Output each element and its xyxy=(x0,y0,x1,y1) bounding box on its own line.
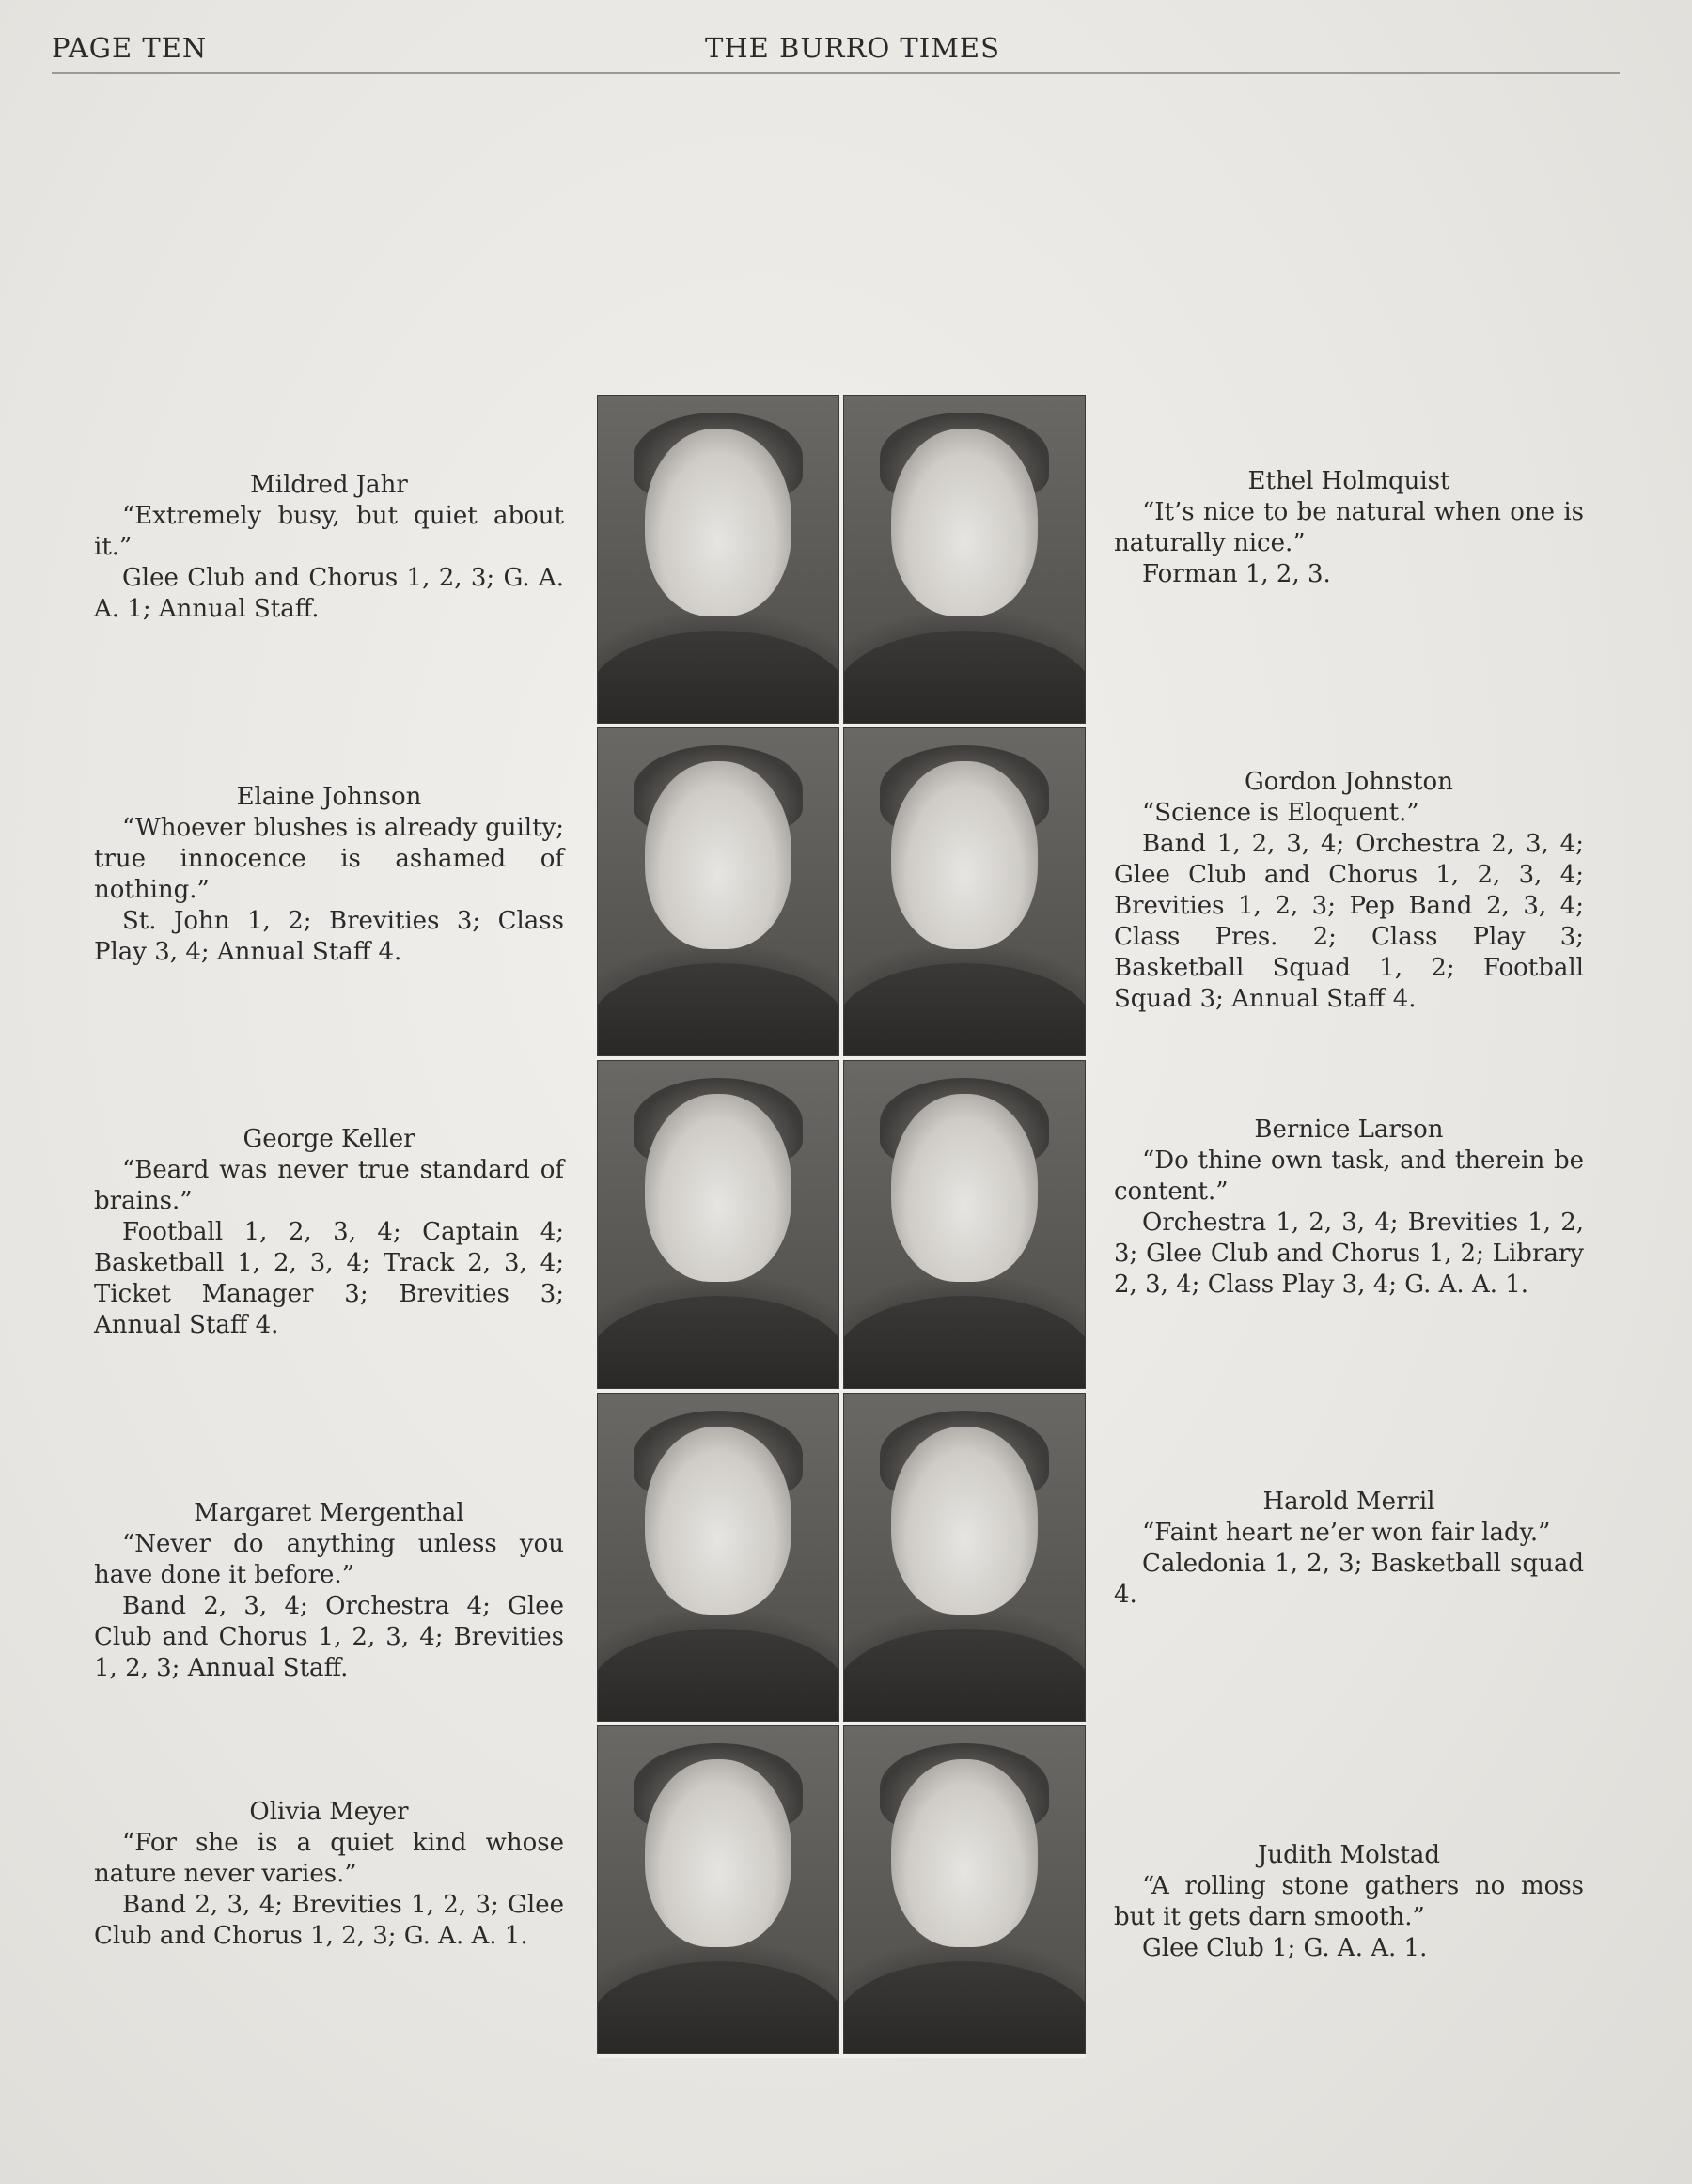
student-activities: Band 2, 3, 4; Brevities 1, 2, 3; Glee Club and Chorus 1, 2, 3; G. A. A. 1. xyxy=(94,1891,564,1950)
entry-harold-merril xyxy=(1114,1487,1584,1611)
entry-ethel-holmquist xyxy=(1114,466,1584,590)
photo-george-keller xyxy=(597,1060,839,1389)
student-activities: Band 1, 2, 3, 4; Orchestra 2, 3, 4; Glee Club and Chorus 1, 2, 3, 4; Brevities 1, 2, 3; Pep Band 2, 3, 4; Class Pres. 2; Class Play 3; Basketball Squad 1, 2; Football Squad 3; Annual Staff 4. xyxy=(1114,830,1584,1013)
student-name: George Keller xyxy=(243,1125,415,1153)
student-name: Judith Molstad xyxy=(1257,1841,1441,1869)
entry-olivia-meyer xyxy=(94,1797,564,1952)
student-quote: “Whoever blushes is already guilty; true innocence is ashamed of nothing.” xyxy=(94,814,564,904)
student-name: Harold Merril xyxy=(1262,1488,1435,1516)
student-activities: Caledonia 1, 2, 3; Basketball squad 4. xyxy=(1114,1550,1584,1609)
entry-mildred-jahr xyxy=(94,470,564,625)
student-activities: St. John 1, 2; Brevities 3; Class Play 3, 4; Annual Staff 4. xyxy=(94,907,564,966)
student-activities: Glee Club 1; G. A. A. 1. xyxy=(1142,1934,1428,1962)
photo-harold-merril xyxy=(843,1393,1086,1722)
photo-mildred-jahr xyxy=(597,395,839,724)
student-name: Olivia Meyer xyxy=(249,1798,409,1826)
student-quote: “A rolling stone gathers no moss but it gets darn smooth.” xyxy=(1114,1872,1584,1931)
student-activities: Orchestra 1, 2, 3, 4; Brevities 1, 2, 3; Glee Club and Chorus 1, 2; Library 2, 3, 4; Class Play 3, 4; G. A. A. 1. xyxy=(1114,1209,1584,1299)
photo-margaret-mergenthal xyxy=(597,1393,839,1722)
student-name: Mildred Jahr xyxy=(250,471,408,499)
student-activities: Glee Club and Chorus 1, 2, 3; G. A. A. 1; Annual Staff. xyxy=(94,564,564,623)
student-quote: “Do thine own task, and therein be content.” xyxy=(1114,1147,1584,1206)
photo-olivia-meyer xyxy=(597,1725,839,2054)
page-header xyxy=(52,28,1620,75)
newspaper-title: THE BURRO TIMES xyxy=(705,32,1000,64)
header-divider xyxy=(52,72,1620,74)
student-quote: “Faint heart ne’er won fair lady.” xyxy=(1142,1519,1551,1547)
student-name: Ethel Holmquist xyxy=(1247,467,1450,495)
student-quote: “It’s nice to be natural when one is naturally nice.” xyxy=(1114,498,1584,557)
photo-gordon-johnston xyxy=(843,727,1086,1056)
entry-gordon-johnston xyxy=(1114,767,1584,1015)
student-quote: “Never do anything unless you have done it before.” xyxy=(94,1530,564,1589)
entry-george-keller xyxy=(94,1124,564,1341)
photo-bernice-larson xyxy=(843,1060,1086,1389)
page-number: PAGE TEN xyxy=(52,32,208,64)
entry-margaret-mergenthal xyxy=(94,1498,564,1684)
student-quote: “For she is a quiet kind whose nature never varies.” xyxy=(94,1829,564,1888)
student-name: Elaine Johnson xyxy=(236,783,422,811)
student-quote: “Extremely busy, but quiet about it.” xyxy=(94,502,564,561)
photo-grid xyxy=(597,395,1086,2058)
entry-elaine-johnson xyxy=(94,782,564,968)
student-activities: Forman 1, 2, 3. xyxy=(1142,560,1331,588)
student-quote: “Beard was never true standard of brains.” xyxy=(94,1156,564,1215)
student-activities: Football 1, 2, 3, 4; Captain 4; Basketball 1, 2, 3, 4; Track 2, 3, 4; Ticket Manager 3; Brevities 3; Annual Staff 4. xyxy=(94,1218,564,1339)
photo-elaine-johnson xyxy=(597,727,839,1056)
entry-judith-molstad xyxy=(1114,1840,1584,1964)
entry-bernice-larson xyxy=(1114,1115,1584,1301)
photo-ethel-holmquist xyxy=(843,395,1086,724)
photo-judith-molstad xyxy=(843,1725,1086,2054)
student-quote: “Science is Eloquent.” xyxy=(1142,799,1419,827)
student-activities: Band 2, 3, 4; Orchestra 4; Glee Club and Chorus 1, 2, 3, 4; Brevities 1, 2, 3; Annual Staff. xyxy=(94,1592,564,1682)
student-name: Margaret Mergenthal xyxy=(194,1499,464,1527)
student-name: Bernice Larson xyxy=(1254,1115,1444,1144)
student-name: Gordon Johnston xyxy=(1245,768,1453,796)
